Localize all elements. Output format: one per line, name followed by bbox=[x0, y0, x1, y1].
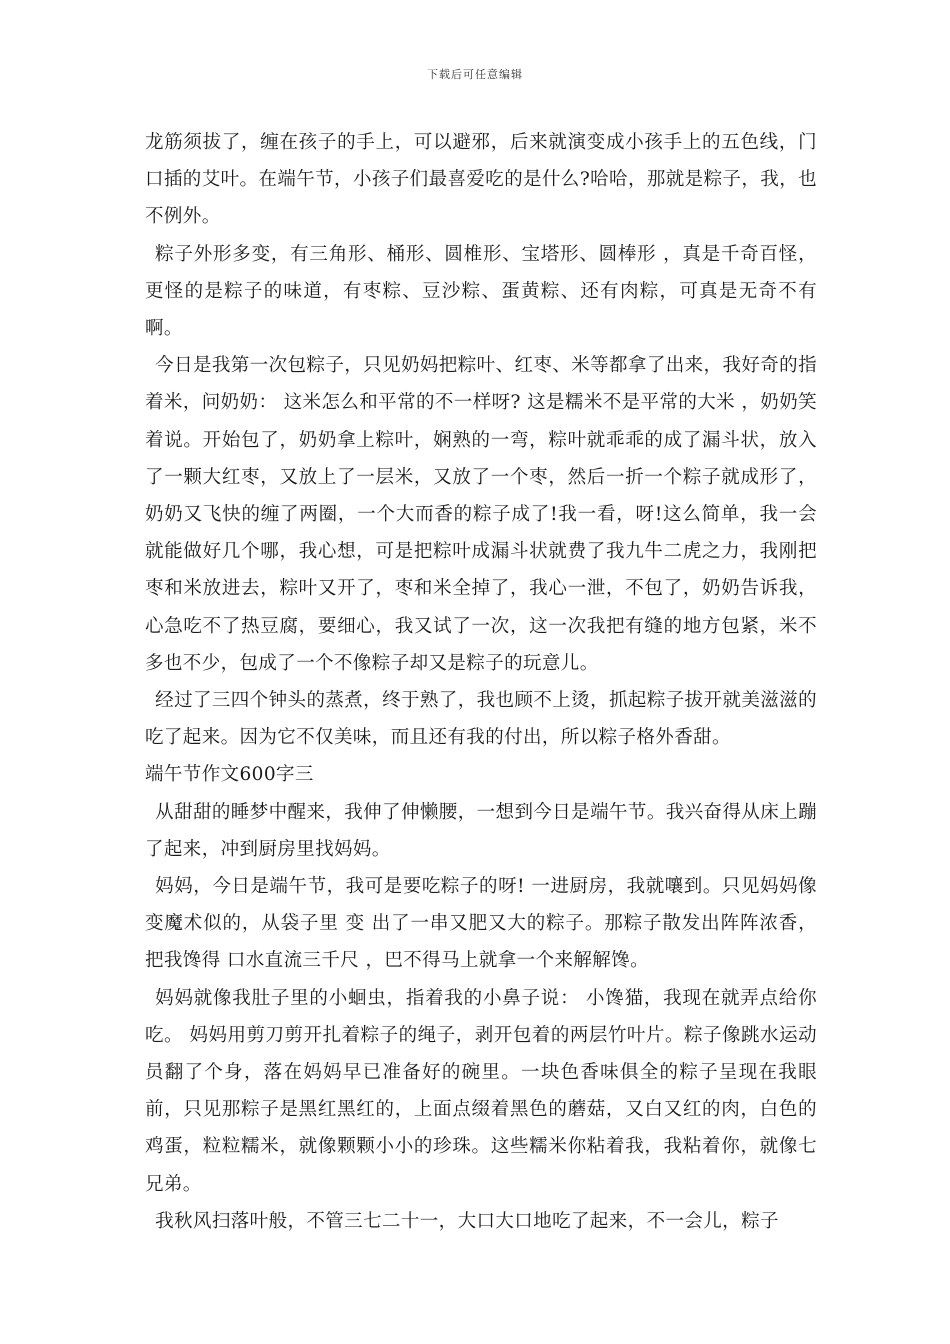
paragraph: 粽子外形多变，有三角形、桶形、圆椎形、宝塔形、圆棒形 ，真是千奇百怪，更怪的是粽子的味道，有枣粽、豆沙粽、蛋黄粽、还有肉粽，可真是无奇不有啊。 bbox=[145, 243, 817, 340]
paragraph-continued: 龙筋须拔了，缠在孩子的手上，可以避邪，后来就演变成小孩手上的五色线，门口插的艾叶。在端午节，小孩子们最喜爱吃的是什么?哈哈，那就是粽子，我，也不例外。 bbox=[145, 132, 817, 228]
paragraph: 妈妈就像我肚子里的小蛔虫，指着我的小鼻子说： 小馋猫，我现在就弄点给你吃。 妈妈用剪刀剪开扎着粽子的绳子，剥开包着的两层竹叶片。粽子像跳水运动员翻了个身，落在妈妈早已准备好的碗里。一块色香味俱全的粽子呈现在我眼前，只见那粽子是黑红黑红的，上面点缀着黑色的蘑菇，又白又红的肉，白色的鸡蛋，粒粒糯米，就像颗颗小小的珍珠。这些糯米你粘着我，我粘着你，就像七兄弟。 bbox=[145, 987, 817, 1195]
essay-body bbox=[145, 124, 817, 1240]
paragraph: 妈妈，今日是端午节，我可是要吃粽子的呀! 一进厨房，我就嚷到。只见妈妈像变魔术似的，从袋子里 变 出了一串又肥又大的粽子。那粽子散发出阵阵浓香，把我馋得 口水直流三千尺 ，巴不得马上就拿一个来解解馋。 bbox=[145, 876, 817, 972]
page-header-note: 下载后可任意编辑 bbox=[427, 68, 523, 81]
paragraph-truncated: 我秋风扫落叶般，不管三七二十一，大口大口地吃了起来，不一会儿，粽子 bbox=[155, 1210, 779, 1232]
section-heading: 端午节作文600字三 bbox=[145, 764, 314, 786]
paragraph: 经过了三四个钟头的蒸煮，终于熟了，我也顾不上烫，抓起粽子拔开就美滋滋的吃了起来。因为它不仅美味，而且还有我的付出，所以粽子格外香甜。 bbox=[145, 690, 817, 749]
paragraph: 从甜甜的睡梦中醒来，我伸了伸懒腰，一想到今日是端午节。我兴奋得从床上蹦了起来，冲到厨房里找妈妈。 bbox=[145, 801, 817, 860]
paragraph: 今日是我第一次包粽子，只见奶妈把粽叶、红枣、米等都拿了出来，我好奇的指着米，问奶奶： 这米怎么和平常的不一样呀? 这是糯米不是平常的大米 ，奶奶笑着说。开始包了，奶奶拿上粽叶，娴熟的一弯，粽叶就乖乖的成了漏斗状，放入了一颗大红枣，又放上了一层米，又放了一个枣，然后一折一个粽子就成形了，奶奶又飞快的缠了两圈，一个大而香的粽子成了!我一看，呀!这么简单，我一会就能做好几个哪，我心想，可是把粽叶成漏斗状就费了我九牛二虎之力，我刚把枣和米放进去，粽叶又开了，枣和米全掉了，我心一泄，不包了，奶奶告诉我，心急吃不了热豆腐，要细心，我又试了一次，这一次我把有缝的地方包紧，米不多也不少，包成了一个不像粽子却又是粽子的玩意儿。 bbox=[145, 355, 817, 674]
